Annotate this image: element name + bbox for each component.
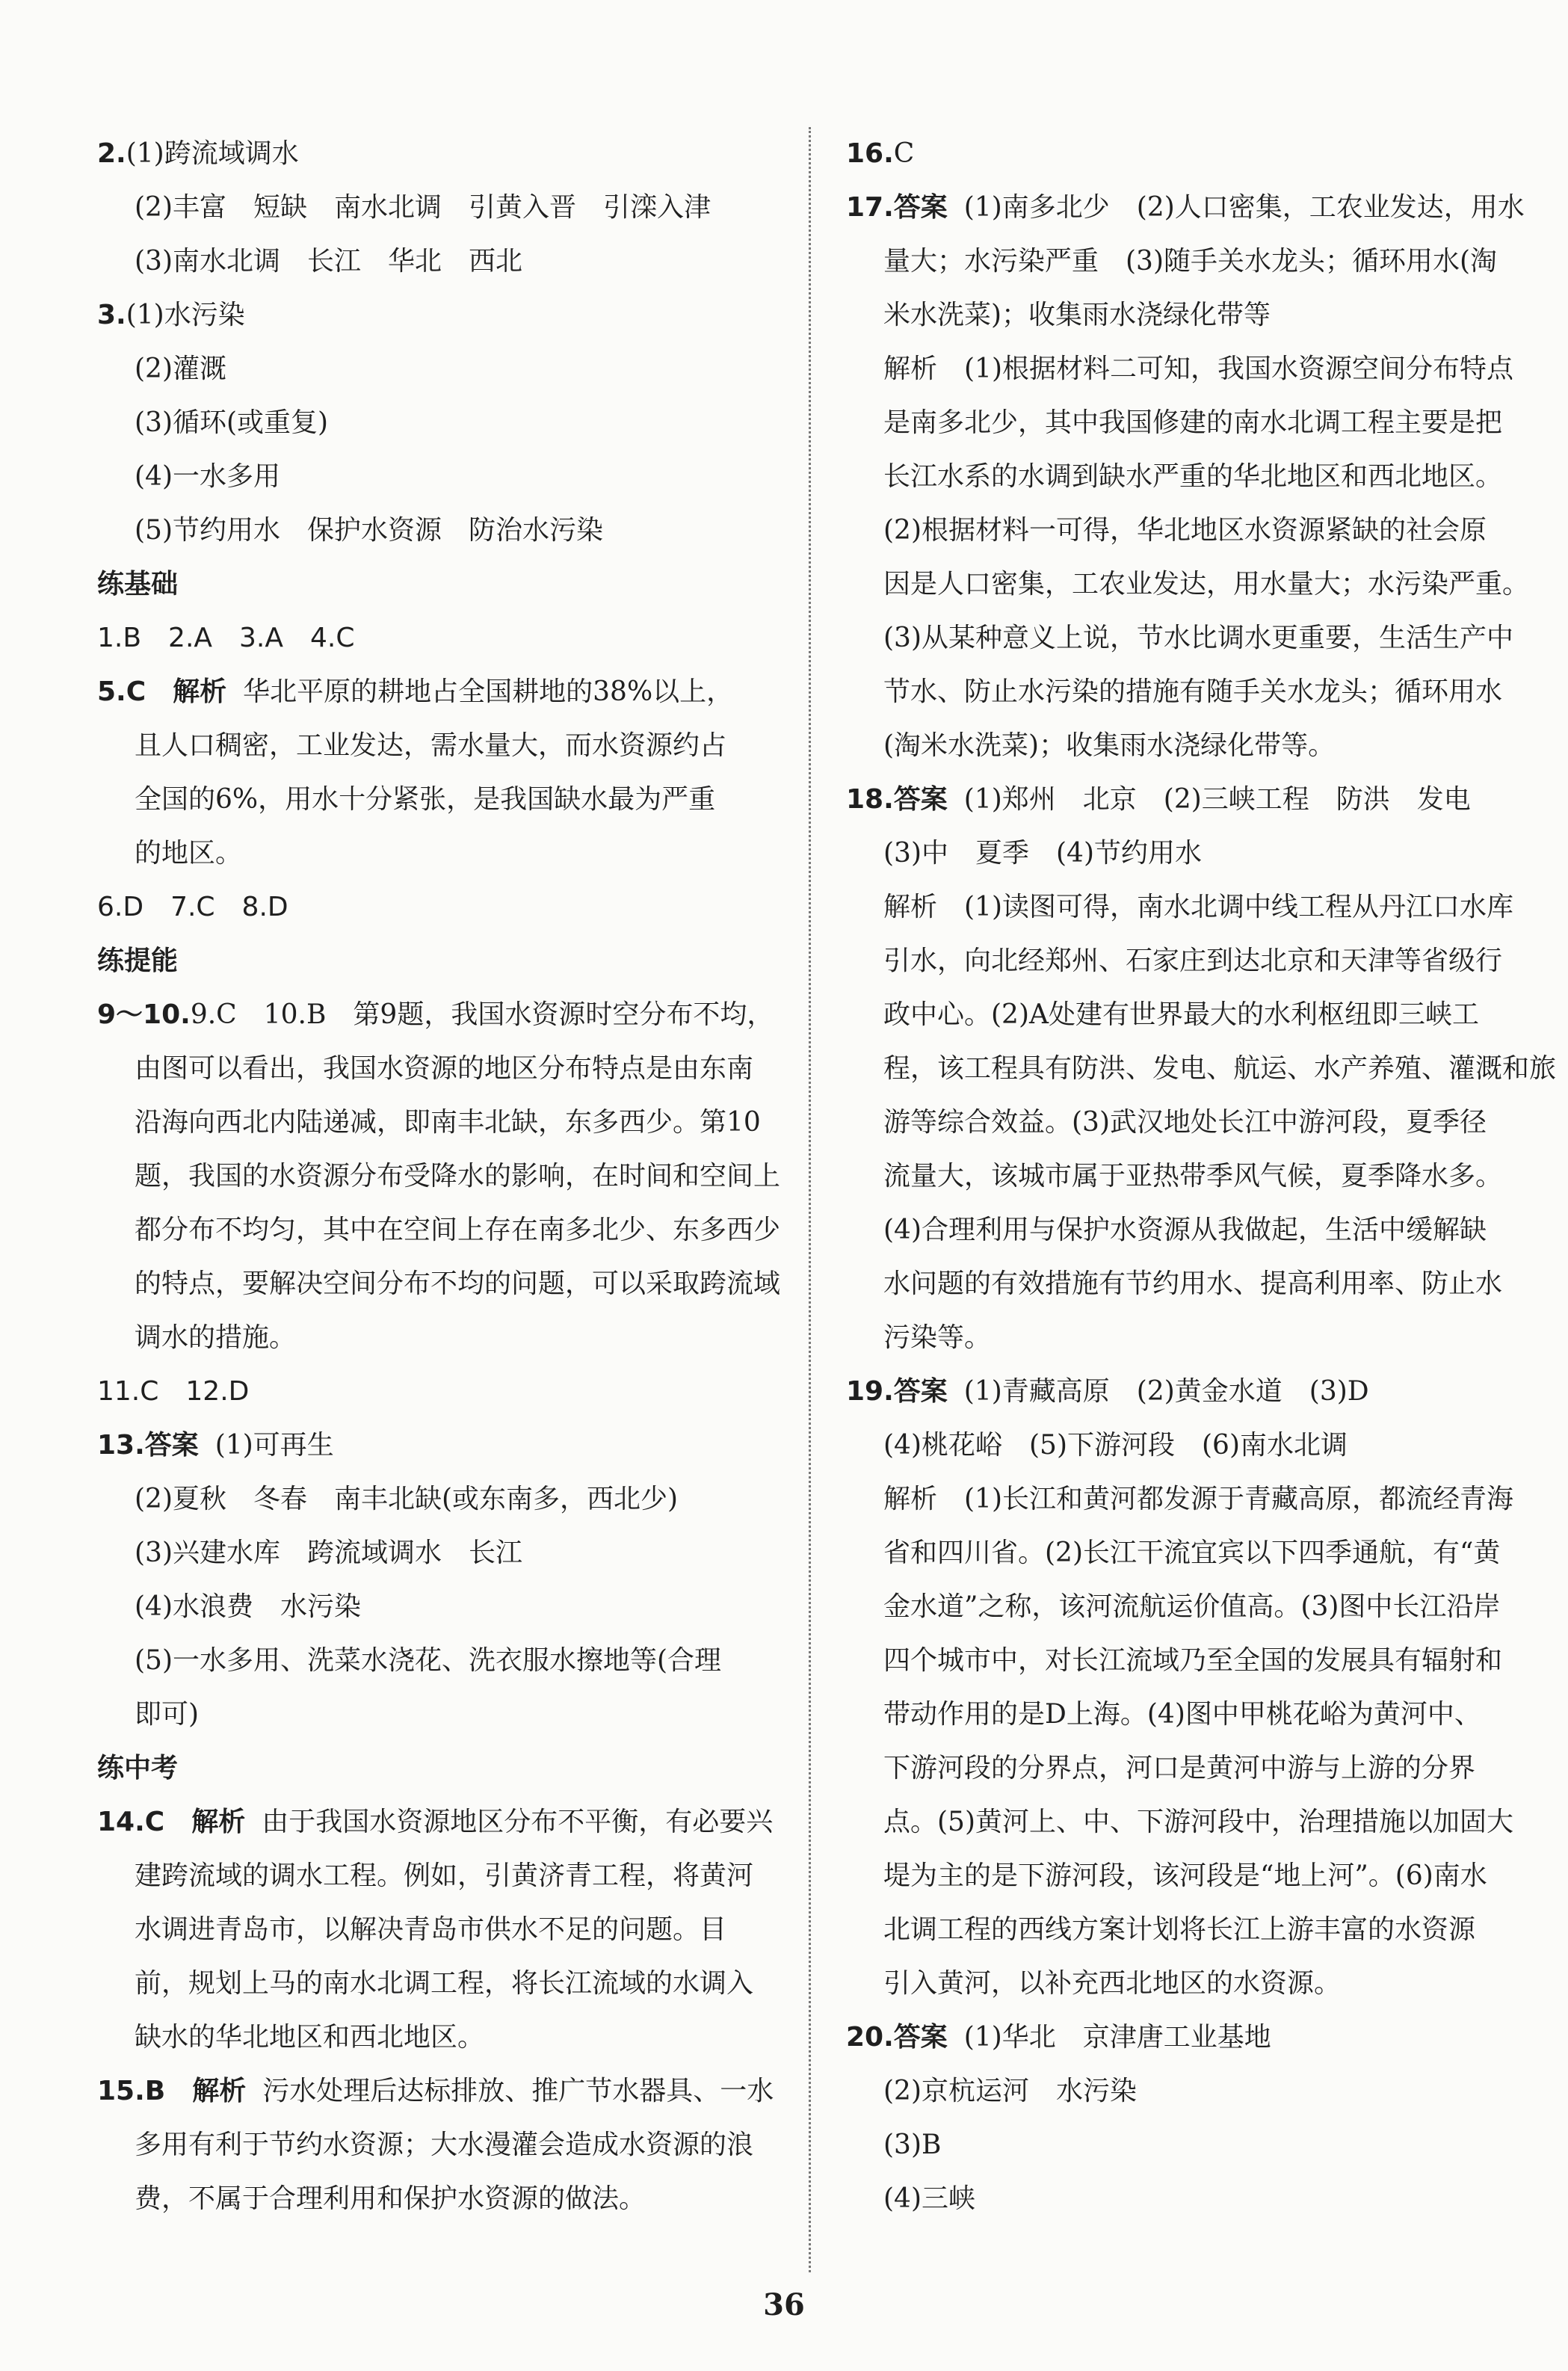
- line-text: 题，我国的水资源分布受降水的影响，在时间和空间上: [135, 1161, 781, 1191]
- text-line: [846, 2011, 1489, 2065]
- text-line: [97, 773, 785, 827]
- text-line: [846, 2118, 1489, 2172]
- line-text: 水调进青岛市，以解决青岛市供水不足的问题。目: [135, 1914, 727, 1945]
- text-line: [846, 396, 1503, 450]
- text-line: [846, 665, 1503, 719]
- text-line: [97, 1203, 785, 1257]
- line-text: 解析 (1)根据材料二可知，我国水资源空间分布特点: [883, 354, 1513, 384]
- line-text: (3)循环(或重复): [135, 407, 329, 438]
- text-line: [846, 1957, 1489, 2011]
- line-text: 节水、防止水污染的措施有随手关水龙头；循环用水: [883, 676, 1503, 707]
- text-line: [97, 665, 785, 719]
- line-text: (3)中 夏季 (4)节约用水: [883, 838, 1202, 869]
- line-text: 华北平原的耕地占全国耕地的38%以上，: [243, 676, 734, 707]
- text-line: [846, 1311, 1489, 1365]
- text-line: [846, 1849, 1489, 1903]
- line-text: 是南多北少，其中我国修建的南水北调工程主要是把: [883, 407, 1503, 438]
- text-line: [846, 988, 1489, 1042]
- text-line: [846, 1526, 1501, 1580]
- text-line: [97, 1096, 785, 1150]
- line-text: 由图可以看出，我国水资源的地区分布特点是由东南: [135, 1053, 754, 1084]
- text-line: [97, 1257, 785, 1311]
- text-line: [846, 235, 1498, 289]
- line-text: 程，该工程具有防洪、发电、航运、水产养殖、灌溉和旅: [883, 1053, 1557, 1084]
- question-number: 14.: [97, 1807, 145, 1837]
- line-text: (1)青藏高原 (2)黄金水道 (3)D: [963, 1376, 1369, 1407]
- line-text: 解析 (1)长江和黄河都发源于青藏高原，都流经青海: [883, 1484, 1513, 1514]
- line-text: (5)一水多用、洗菜水浇花、洗衣服水擦地等(合理: [135, 1645, 722, 1676]
- right-column: [846, 127, 1557, 2226]
- question-number: 9～10.: [97, 999, 191, 1030]
- answer-label: B 解析: [144, 2076, 247, 2106]
- text-line: [97, 1473, 785, 1526]
- text-line: [846, 1150, 1503, 1203]
- line-text: 点。(5)黄河上、中、下游河段中，治理措施以加固大: [883, 1807, 1513, 1837]
- line-text: (4)水浪费 水污染: [135, 1591, 361, 1622]
- line-text: (3)B: [883, 2130, 942, 2160]
- text-line: [97, 1849, 785, 1903]
- column-divider: [809, 127, 811, 2272]
- line-text: 前，规划上马的南水北调工程，将长江流域的水调入: [135, 1968, 754, 1999]
- line-text: 因是人口密集，工农业发达，用水量大；水污染严重。: [883, 569, 1530, 599]
- text-line: [97, 827, 785, 881]
- text-line: [846, 289, 1489, 342]
- left-column: [97, 127, 785, 2226]
- text-line: [846, 1795, 1513, 1849]
- line-text: 省和四川省。(2)长江干流宜宾以下四季通航，有“黄: [883, 1538, 1501, 1568]
- line-text: 米水洗菜)；收集雨水浇绿化带等: [883, 300, 1271, 330]
- line-text: (2)灌溉: [135, 354, 226, 384]
- text-line: [846, 611, 1513, 665]
- text-line: [97, 881, 785, 934]
- line-text: 费，不属于合理利用和保护水资源的做法。: [135, 2183, 646, 2214]
- text-line: [97, 450, 785, 504]
- text-line: [846, 1903, 1489, 1957]
- line-text: 北调工程的西线方案计划将长江上游丰富的水资源: [883, 1914, 1476, 1945]
- line-text: 污染等。: [883, 1322, 992, 1353]
- text-line: [97, 2172, 785, 2226]
- text-line: [97, 181, 785, 235]
- answer-label: 答案: [893, 1376, 948, 1407]
- line-text: 由于我国水资源地区分布不平衡，有必要兴: [262, 1807, 774, 1837]
- question-number: 18.: [846, 784, 894, 815]
- answer-label: 答案: [893, 784, 948, 815]
- line-text: C: [893, 138, 915, 169]
- text-line: [97, 1634, 785, 1688]
- text-line: [97, 719, 785, 773]
- question-number: 17.: [846, 192, 894, 223]
- text-line: [846, 1580, 1501, 1634]
- text-line: [846, 881, 1513, 934]
- text-line: [97, 342, 785, 396]
- line-text: 游等综合效益。(3)武汉地处长江中游河段，夏季径: [883, 1107, 1487, 1138]
- text-line: [846, 1419, 1489, 1473]
- text-line: [846, 1042, 1557, 1096]
- line-text: 调水的措施。: [135, 1322, 297, 1353]
- line-text: 即可): [135, 1699, 200, 1730]
- answer-label: C 解析: [144, 1807, 246, 1837]
- line-text: 水问题的有效措施有节约用水、提高利用率、防止水: [883, 1268, 1503, 1299]
- line-text: 6.D 7.C 8.D: [97, 892, 288, 922]
- text-line: [846, 450, 1503, 504]
- line-text: 多用有利于节约水资源；大水漫灌会造成水资源的浪: [135, 2130, 754, 2160]
- text-line: [846, 1688, 1489, 1742]
- line-text: 流量大，该城市属于亚热带季风气候，夏季降水多。: [883, 1161, 1503, 1191]
- line-text: 四个城市中，对长江流域乃至全国的发展具有辐射和: [883, 1645, 1503, 1676]
- text-line: [97, 1903, 785, 1957]
- line-text: 11.C 12.D: [97, 1376, 250, 1407]
- text-line: [846, 827, 1489, 881]
- text-line: [846, 181, 1525, 235]
- text-line: [97, 504, 785, 558]
- text-line: [846, 127, 1489, 181]
- text-line: [846, 773, 1489, 827]
- line-text: (1)可再生: [214, 1430, 334, 1461]
- text-line: [846, 1257, 1503, 1311]
- text-line: [846, 1203, 1489, 1257]
- section-title: 练基础: [97, 569, 179, 599]
- line-text: 9.C 10.B 第9题，我国水资源时空分布不均，: [190, 999, 774, 1030]
- line-text: (5)节约用水 保护水资源 防治水污染: [135, 515, 603, 546]
- question-number: 13.: [97, 1430, 145, 1461]
- line-text: 缺水的华北地区和西北地区。: [135, 2022, 485, 2053]
- question-number: 19.: [846, 1376, 894, 1407]
- line-text: (淘米水洗菜)；收集雨水浇绿化带等。: [883, 730, 1336, 761]
- line-text: 1.B 2.A 3.A 4.C: [97, 623, 355, 653]
- text-line: [97, 1042, 785, 1096]
- text-line: [846, 2172, 1489, 2226]
- line-text: 堤为主的是下游河段，该河段是“地上河”。(6)南水: [883, 1860, 1487, 1891]
- question-number: 15.: [97, 2076, 145, 2106]
- text-line: [846, 719, 1489, 773]
- question-number: 16.: [846, 138, 894, 169]
- section-heading: [97, 1742, 785, 1795]
- line-text: 沿海向西北内陆递减，即南丰北缺，东多西少。第10: [135, 1107, 761, 1138]
- question-number: 2.: [97, 138, 126, 169]
- text-line: [846, 934, 1503, 988]
- question-number: 3.: [97, 300, 126, 330]
- text-line: [97, 1688, 785, 1742]
- text-line: [97, 1419, 785, 1473]
- line-text: 量大；水污染严重 (3)随手关水龙头；循环用水(淘: [883, 246, 1498, 277]
- answer-label: 答案: [893, 2022, 948, 2053]
- line-text: 政中心。(2)A处建有世界最大的水利枢纽即三峡工: [883, 999, 1479, 1030]
- text-line: [97, 611, 785, 665]
- text-line: [97, 1311, 785, 1365]
- section-heading: [97, 558, 785, 611]
- line-text: 引入黄河，以补充西北地区的水资源。: [883, 1968, 1342, 1999]
- text-line: [97, 988, 785, 1042]
- line-text: (4)桃花峪 (5)下游河段 (6)南水北调: [883, 1430, 1348, 1461]
- text-line: [97, 127, 785, 181]
- text-line: [97, 396, 785, 450]
- line-text: 建跨流域的调水工程。例如，引黄济青工程，将黄河: [135, 1860, 754, 1891]
- text-line: [97, 1526, 785, 1580]
- line-text: (2)夏秋 冬春 南丰北缺(或东南多，西北少): [135, 1484, 679, 1514]
- line-text: (3)南水北调 长江 华北 西北: [135, 246, 522, 277]
- line-text: (1)水污染: [126, 300, 245, 330]
- line-text: (2)京杭运河 水污染: [883, 2076, 1137, 2106]
- line-text: 全国的6%，用水十分紧张，是我国缺水最为严重: [135, 784, 716, 815]
- line-text: 引水，向北经郑州、石家庄到达北京和天津等省级行: [883, 946, 1503, 976]
- text-line: [97, 1150, 785, 1203]
- text-line: [97, 235, 785, 289]
- text-line: [97, 1365, 785, 1419]
- answer-label: 答案: [893, 192, 948, 223]
- line-text: (1)南多北少 (2)人口密集，工农业发达，用水: [963, 192, 1525, 223]
- line-text: 带动作用的是D上海。(4)图中甲桃花峪为黄河中、: [883, 1699, 1481, 1730]
- page-number: 36: [763, 2287, 805, 2322]
- line-text: (2)丰富 短缺 南水北调 引黄入晋 引滦入津: [135, 192, 711, 223]
- text-line: [846, 558, 1530, 611]
- line-text: 污水处理后达标排放、推广节水器具、一水: [262, 2076, 774, 2106]
- line-text: (1)华北 京津唐工业基地: [963, 2022, 1271, 2053]
- text-line: [846, 2065, 1489, 2118]
- line-text: (4)一水多用: [135, 461, 280, 492]
- line-text: (4)合理利用与保护水资源从我做起，生活中缓解缺: [883, 1215, 1487, 1245]
- line-text: (2)根据材料一可得，华北地区水资源紧缺的社会原: [883, 515, 1487, 546]
- line-text: 的特点，要解决空间分布不均的问题，可以采取跨流域: [135, 1268, 781, 1299]
- text-line: [846, 1473, 1513, 1526]
- text-line: [846, 1634, 1503, 1688]
- text-line: [97, 1957, 785, 2011]
- line-text: (3)从某种意义上说，节水比调水更重要，生活生产中: [883, 623, 1513, 653]
- line-text: 且人口稠密，工业发达，需水量大，而水资源约占: [135, 730, 727, 761]
- line-text: (4)三峡: [883, 2183, 975, 2214]
- text-line: [846, 1742, 1489, 1795]
- line-text: (1)跨流域调水: [126, 138, 299, 169]
- text-line: [846, 1365, 1489, 1419]
- line-text: (1)郑州 北京 (2)三峡工程 防洪 发电: [963, 784, 1471, 815]
- line-text: 下游河段的分界点，河口是黄河中游与上游的分界: [883, 1753, 1476, 1783]
- line-text: 解析 (1)读图可得，南水北调中线工程从丹江口水库: [883, 892, 1513, 922]
- text-line: [97, 1795, 785, 1849]
- text-line: [97, 289, 785, 342]
- section-title: 练中考: [97, 1753, 179, 1783]
- line-text: 的地区。: [135, 838, 243, 869]
- text-line: [846, 342, 1513, 396]
- text-line: [846, 1096, 1489, 1150]
- text-line: [97, 2065, 785, 2118]
- question-number: 5.: [97, 676, 126, 707]
- line-text: 长江水系的水调到缺水严重的华北地区和西北地区。: [883, 461, 1503, 492]
- section-heading: [97, 934, 785, 988]
- line-text: 金水道”之称，该河流航运价值高。(3)图中长江沿岸: [883, 1591, 1501, 1622]
- question-number: 20.: [846, 2022, 894, 2053]
- line-text: 都分布不均匀，其中在空间上存在南多北少、东多西少: [135, 1215, 781, 1245]
- line-text: (3)兴建水库 跨流域调水 长江: [135, 1538, 522, 1568]
- answer-label: C 解析: [126, 676, 227, 707]
- section-title: 练提能: [97, 946, 179, 976]
- text-line: [97, 2011, 785, 2065]
- text-line: [97, 1580, 785, 1634]
- text-line: [846, 504, 1489, 558]
- answer-label: 答案: [144, 1430, 199, 1461]
- text-line: [97, 2118, 785, 2172]
